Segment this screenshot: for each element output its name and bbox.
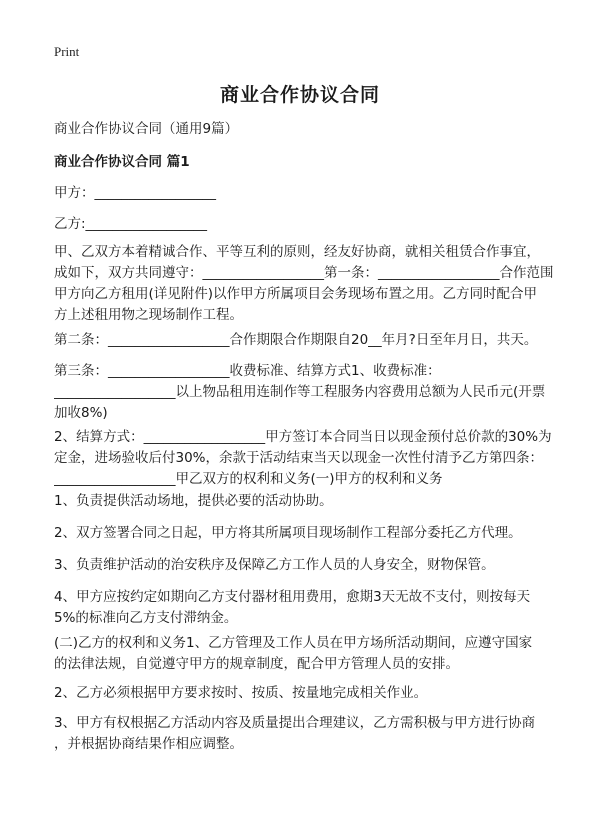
paragraph-line: __________________甲乙双方的权利和义务(一)甲方的权利和义务: [54, 471, 443, 487]
paragraph-line: 1、负责提供活动场地，提供必要的活动协助。: [54, 493, 333, 509]
paragraph-item-1: [54, 491, 554, 512]
party-b-field: 乙方:__________________: [54, 216, 208, 232]
paragraph-item-4: [54, 587, 554, 629]
section-heading: 商业合作协议合同 篇1: [54, 154, 190, 170]
paragraph-line: 加收8%): [54, 405, 108, 421]
paragraph-line: ，并根据协商结果作相应调整。: [54, 736, 243, 752]
paragraph-line: 成如下，双方共同遵守：__________________第一条：__________________合作范围: [54, 265, 554, 281]
document-subtitle: 商业合作协议合同（通用9篇）: [54, 121, 239, 137]
page-title: 商业合作协议合同: [219, 84, 380, 106]
paragraph-settlement: [54, 427, 554, 490]
paragraph-line: (二)乙方的权利和义务1、乙方管理及工作人员在甲方场所活动期间，应遵守国家: [54, 635, 533, 651]
paragraph-line: 3、甲方有权根据乙方活动内容及质量提出合理建议，乙方需积极与甲方进行协商: [54, 715, 536, 731]
paragraph-party-b-rights: [54, 633, 554, 675]
paragraph-intro: [54, 242, 554, 326]
paragraph-line: 4、甲方应按约定如期向乙方支付器材租用费用，愈期3天无故不支付，则按每天: [54, 589, 531, 605]
paragraph-line: __________________以上物品租用连制作等工程服务内容费用总额为人民币元(开票: [54, 384, 546, 400]
paragraph-line: 第三条：__________________收费标准、结算方式1、收费标准：: [54, 363, 441, 379]
paragraph-line: 2、双方签署合同之日起，甲方将其所属项目现场制作工程部分委托乙方代理。: [54, 525, 522, 541]
party-a-field: 甲方：__________________: [54, 185, 216, 201]
paragraph-line: 的法律法规，自觉遵守甲方的规章制度，配合甲方管理人员的安排。: [54, 656, 459, 672]
paragraph-party-b-item-2: [54, 683, 554, 704]
paragraph-line: 甲、乙双方本着精诚合作、平等互利的原则，经友好协商，就相关租赁合作事宜，: [54, 244, 540, 260]
paragraph-line: 5%的标准向乙方支付滞纳金。: [54, 610, 238, 626]
paragraph-item-2: [54, 523, 554, 544]
paragraph-party-b-item-3: [54, 713, 554, 755]
paragraph-line: 方上述租用物之现场制作工程。: [54, 307, 243, 323]
paragraph-line: 第二条：__________________合作期限合作期限自20__年月?日至年月日，共天。: [54, 332, 538, 348]
paragraph-line: 2、结算方式：__________________甲方签订本合同当日以现金预付总价款的30%为: [54, 429, 552, 445]
paragraph-line: 2、乙方必须根据甲方要求按时、按质、按量地完成相关作业。: [54, 685, 428, 701]
paragraph-line: 3、负责维护活动的治安秩序及保障乙方工作人员的人身安全，财物保管。: [54, 557, 495, 573]
paragraph-term: [54, 330, 554, 351]
paragraph-fees: [54, 361, 554, 424]
paragraph-line: 定金，进场验收后付30%，余款于活动结束当天以现金一次性付清予乙方第四条：: [54, 450, 544, 466]
paragraph-line: 甲方向乙方租用(详见附件)以作甲方所属项目会务现场布置之用。乙方同时配合甲: [54, 286, 538, 302]
print-link[interactable]: Print: [54, 44, 80, 59]
paragraph-item-3: [54, 555, 554, 576]
